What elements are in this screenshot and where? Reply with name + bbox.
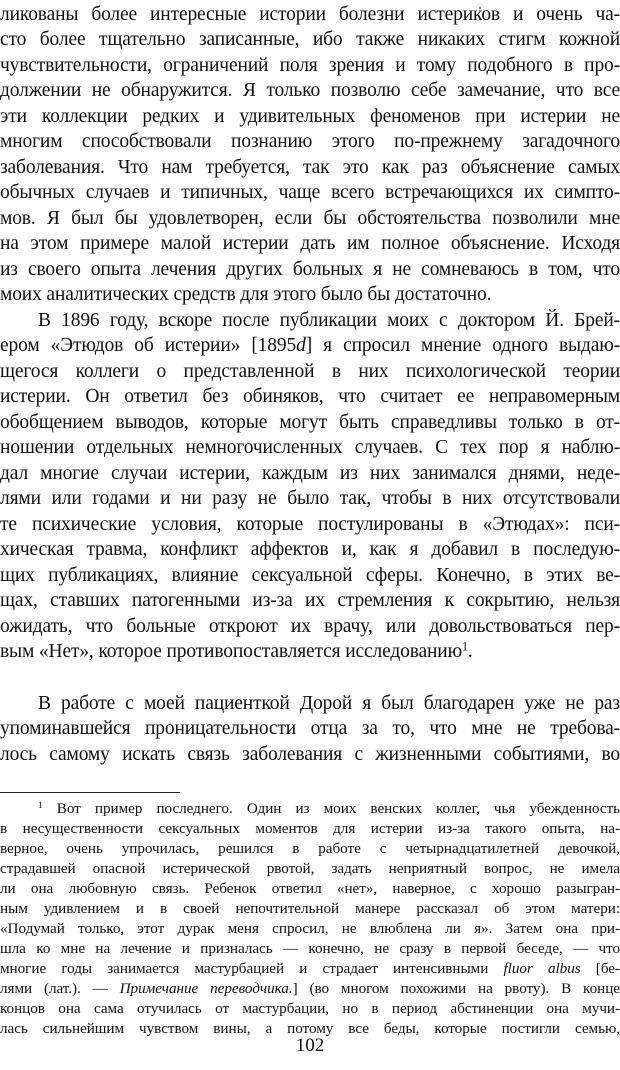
body-line: моих аналитических средств для этого было бы достаточно.: [0, 284, 492, 305]
body-line: лями или годами и ни разу не было так, чтобы в них отсутствовали: [0, 488, 620, 509]
page-number: 102: [295, 1035, 325, 1056]
body-line: на этом примере малой истерии дать им полное объяснение. Исходя: [0, 233, 620, 254]
body-line: дал многие случаи истерии, каждым из них занимался днями, неде-: [0, 463, 620, 484]
footnote-line: верное, очень упрочилась, решился в работе с четырнадцатилетней девочкой,: [0, 840, 620, 857]
body-line: мов. Я был бы удовлетворен, если бы обстоятельства позволили мне: [0, 208, 620, 229]
body-line: сто более тщательно записанные, ибо также никаких стигм кожной: [0, 29, 620, 50]
footnote-ref[interactable]: 1: [462, 639, 468, 654]
text-run: многие годы занимается мастурбацией и страдает интенсивными: [0, 960, 504, 977]
body-line: [0, 639, 620, 664]
footnote-line: [0, 979, 620, 999]
footnote-line: в несущественности сексуальных моментов для истерии из-за такого опыта, на-: [0, 820, 620, 837]
body-line: истерии. Он ответил без обиняков, что считает ее неправомерным: [0, 386, 620, 407]
text-run: вым «Нет», которое противопоставляется исследованию: [0, 641, 462, 662]
body-line: щах, ставших патогенными из-за их стремления к сокрытию, нельзя: [0, 590, 620, 611]
footnote-line: лась сильнейшим чувством вины, а потому все беды, которые постигли семью,: [0, 1020, 620, 1037]
body-line: [0, 333, 620, 358]
footnote-line: ным удивлением и в своей непочтительной манере рассказал об этом матери:: [0, 900, 620, 917]
text-run: ером «Этюдов об истерии» [1895: [0, 335, 297, 356]
body-line: обычных случаев и типичных, чаще всего встречающихся их симпто-: [0, 182, 620, 203]
body-line: многим способствовали познанию этого по-прежнему загадочного: [0, 131, 620, 152]
body-line: ношении отдельных немногочисленных случаев. С тех пор я наблю-: [0, 437, 620, 458]
body-line: щих публикациях, влияние сексуальной сферы. Конечно, в этих ве-: [0, 565, 620, 586]
body-line: ликованы более интересные истории болезни истериков и очень ча-: [0, 4, 620, 25]
footnote-line: [0, 799, 620, 819]
italic-run: d: [296, 335, 306, 356]
text-run: [бе-: [580, 960, 620, 977]
italic-run: Примечание переводчика.: [119, 980, 293, 997]
body-line: щегося коллеги о представленной в них психологической теории: [0, 361, 620, 382]
body-line: ожидать, что больные откроют их врачу, или довольствоваться пер-: [0, 616, 620, 637]
text-run: лями (лат.). —: [0, 980, 120, 997]
text-run: .: [467, 641, 473, 662]
footnote-line: [0, 959, 620, 979]
footnote-rule: [0, 792, 180, 793]
footnote-line: «Подумай только, этот дурак меня спросил, не влюблена ли я». Затем она при-: [0, 920, 620, 937]
text-run: ] я спросил мнение одного выдаю-: [305, 335, 620, 356]
body-line: упоминавшейся проницательности отца за то, что мне не требова-: [0, 718, 620, 739]
footnote-line: ли она любовную связь. Ребенок ответил «нет», наверное, с хорошо разыгран-: [0, 880, 620, 897]
body-line: те психические условия, которые постулированы в «Этюдах»: пси-: [0, 514, 620, 535]
body-line: чувствительности, ограничений поля зрения и тому подобного в про-: [0, 55, 620, 76]
text-run: Вот пример последнего. Один из моих венских коллег, чья убежденность: [42, 800, 620, 817]
body-line: лось самому искать связь заболевания с жизненными событиями, во: [0, 744, 620, 765]
body-line: из своего опыта лечения других больных я не сомневаюсь в том, что: [0, 259, 620, 280]
body-line: должении не обнаружится. Я только позволю себе замечание, что все: [0, 80, 620, 101]
footnote-line: страдавшей опасной истерической рвотой, задать неприятный вопрос, не имела: [0, 860, 620, 877]
body-line: В работе с моей пациенткой Дорой я был благодарен уже не раз: [38, 693, 620, 714]
italic-run: fluor albus: [503, 960, 581, 977]
body-line: заболевания. Что нам требуется, так это как раз объяснение самых: [0, 157, 620, 178]
body-line: В 1896 году, вскоре после публикации моих с доктором Й. Брей-: [38, 310, 620, 331]
text-run: ] (во многом похожими на рвоту). В конце: [292, 980, 620, 997]
footnote-line: шла ко мне на лечение и призналась — конечно, не сразу в первой беседе, — что: [0, 940, 620, 957]
body-line: хическая травма, конфликт аффектов и, как я добавил в последую-: [0, 539, 620, 560]
body-line: эти коллекции редких и удивительных феноменов при истерии не: [0, 106, 620, 127]
body-line: обобщением выводов, которые могут быть справедливы только в от-: [0, 412, 620, 433]
footnote-line: концов она сама отучилась от мастурбации, но в период абстиненции она мучи-: [0, 1000, 620, 1017]
footnote-marker: 1: [38, 800, 43, 811]
